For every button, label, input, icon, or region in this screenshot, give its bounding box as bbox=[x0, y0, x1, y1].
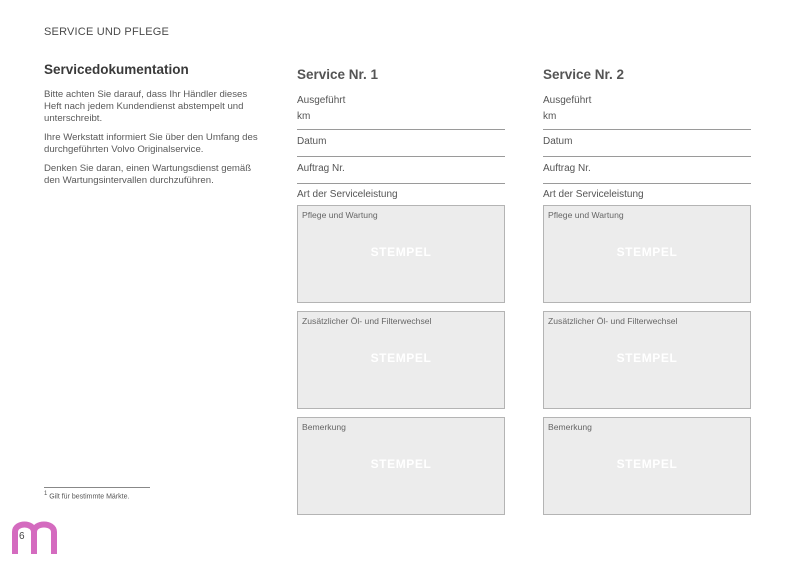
stamp-box-label: Bemerkung bbox=[302, 422, 346, 432]
page-title: Servicedokumentation bbox=[44, 62, 189, 77]
service-title: Service Nr. 2 bbox=[543, 67, 625, 82]
stamp-box-oil-filter bbox=[297, 311, 505, 409]
section-header: SERVICE UND PFLEGE bbox=[44, 26, 170, 38]
intro-paragraph: Ihre Werkstatt informiert Sie über den Umfang des durchgeführten Volvo Originalservice. bbox=[44, 132, 258, 155]
service-column-2 bbox=[543, 62, 751, 515]
footnote-marker: 1 bbox=[44, 491, 48, 497]
stamp-watermark: STEMPEL bbox=[616, 351, 678, 365]
order-number-label: Auftrag Nr. bbox=[543, 163, 591, 174]
order-number-line bbox=[297, 183, 505, 184]
footnote-divider bbox=[44, 487, 150, 488]
service-column-1 bbox=[297, 62, 505, 515]
stamp-watermark: STEMPEL bbox=[616, 245, 678, 259]
stamp-box-label: Zusätzlicher Öl- und Filterwechsel bbox=[548, 316, 678, 326]
logo-icon bbox=[8, 516, 62, 556]
km-line bbox=[543, 129, 751, 130]
stamp-watermark: STEMPEL bbox=[616, 457, 678, 471]
stamp-box-label: Pflege und Wartung bbox=[548, 210, 624, 220]
footnote bbox=[44, 491, 129, 500]
performed-label: Ausgeführt bbox=[543, 95, 592, 106]
stamp-watermark: STEMPEL bbox=[370, 245, 432, 259]
stamp-box-oil-filter bbox=[543, 311, 751, 409]
order-number-label: Auftrag Nr. bbox=[297, 163, 345, 174]
stamp-watermark: STEMPEL bbox=[370, 457, 432, 471]
intro-text bbox=[44, 89, 266, 194]
order-number-line bbox=[543, 183, 751, 184]
date-line bbox=[297, 156, 505, 157]
footnote-text: Gilt für bestimmte Märkte. bbox=[49, 493, 130, 501]
service-type-label: Art der Serviceleistung bbox=[297, 189, 398, 200]
stamp-box-remark bbox=[297, 417, 505, 515]
performed-label: Ausgeführt bbox=[297, 95, 346, 106]
stamp-box-care bbox=[297, 205, 505, 303]
intro-paragraph: Denken Sie daran, einen Wartungsdienst gemäß den Wartungsintervallen durchzuführen. bbox=[44, 163, 252, 186]
km-label: km bbox=[543, 111, 557, 122]
date-line bbox=[543, 156, 751, 157]
stamp-box-label: Bemerkung bbox=[548, 422, 592, 432]
stamp-box-remark bbox=[543, 417, 751, 515]
stamp-box-care bbox=[543, 205, 751, 303]
date-label: Datum bbox=[297, 136, 327, 147]
date-label: Datum bbox=[543, 136, 573, 147]
stamp-box-label: Pflege und Wartung bbox=[302, 210, 378, 220]
km-line bbox=[297, 129, 505, 130]
stamp-box-label: Zusätzlicher Öl- und Filterwechsel bbox=[302, 316, 432, 326]
service-type-label: Art der Serviceleistung bbox=[543, 189, 644, 200]
page-number: 6 bbox=[19, 531, 25, 542]
km-label: km bbox=[297, 111, 311, 122]
intro-paragraph: Bitte achten Sie darauf, dass Ihr Händler dieses Heft nach jedem Kundendienst abstempelt und unterschreibt. bbox=[44, 89, 248, 124]
service-title: Service Nr. 1 bbox=[297, 67, 379, 82]
stamp-watermark: STEMPEL bbox=[370, 351, 432, 365]
